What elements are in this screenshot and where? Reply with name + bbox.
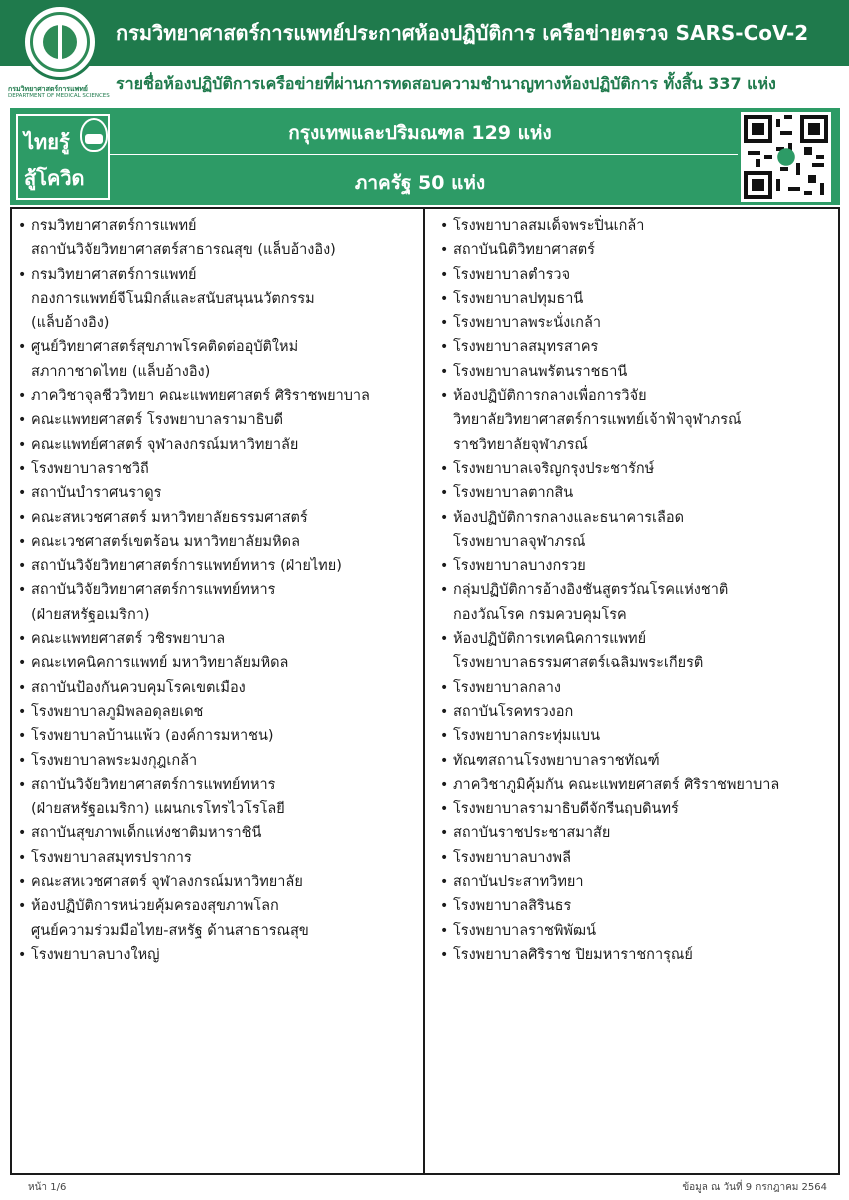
lab-name-line: ทัณฑสถานโรงพยาบาลราชทัณฑ์ [453, 752, 660, 769]
lab-list-item [440, 238, 835, 262]
bullet-icon: • [18, 582, 27, 599]
data-date: ข้อมูล ณ วันที่ 9 กรกฎาคม 2564 [682, 1182, 827, 1193]
lab-list-item [440, 263, 835, 287]
bullet-icon: • [18, 436, 27, 453]
lab-name-line: โรงพยาบาลราชพิพัฒน์ [453, 922, 596, 939]
bullet-icon: • [440, 290, 449, 307]
lab-list-item [440, 214, 835, 238]
sector-title: ภาครัฐ 50 แห่ง [354, 172, 486, 194]
lab-name-line: สถาบันสุขภาพเด็กแห่งชาติมหาราชินี [31, 825, 262, 842]
bullet-icon: • [18, 460, 27, 477]
lab-name-line: โรงพยาบาลสมุทรสาคร [453, 339, 599, 356]
lab-list-item [440, 457, 835, 481]
header-bar [0, 0, 849, 66]
right-lab-list [440, 214, 835, 967]
lab-list-item [440, 943, 835, 967]
bullet-icon: • [18, 728, 27, 745]
lab-list-item [440, 287, 835, 311]
bullet-icon: • [18, 946, 27, 963]
lab-name-line: โรงพยาบาลสิรินธร [453, 898, 572, 915]
bullet-icon: • [440, 874, 449, 891]
lab-list-item [440, 773, 835, 797]
lab-name-line: โรงพยาบาลบ้านแพ้ว (องค์การมหาชน) [31, 728, 274, 745]
lab-list-item [18, 530, 416, 554]
bullet-icon: • [18, 412, 27, 429]
lab-name-line: ราชวิทยาลัยจุฬาภรณ์ [453, 436, 588, 453]
left-lab-list [18, 214, 416, 967]
lab-name-line: โรงพยาบาลจุฬาภรณ์ [453, 533, 586, 550]
lab-name-line: คณะแพทยศาสตร์ วชิรพยาบาล [31, 631, 226, 648]
lab-list-item [440, 335, 835, 359]
bullet-icon: • [18, 849, 27, 866]
lab-list-item [440, 919, 835, 943]
lab-name-line: โรงพยาบาลรามาธิบดีจักรีนฤบดินทร์ [453, 801, 679, 818]
lab-name-line: สถาบันวิจัยวิทยาศาสตร์การแพทย์ทหาร [31, 582, 276, 599]
bullet-icon: • [440, 631, 449, 648]
lab-name-line: คณะเวชศาสตร์เขตร้อน มหาวิทยาลัยมหิดล [31, 533, 300, 550]
bullet-icon: • [18, 679, 27, 696]
bullet-icon: • [18, 776, 27, 793]
lab-list-item [440, 846, 835, 870]
bullet-icon: • [440, 849, 449, 866]
dept-name-thai: กรมวิทยาศาสตร์การแพทย์ [8, 85, 88, 93]
lab-list-item [18, 749, 416, 773]
lab-list-item [440, 311, 835, 335]
lab-name-line: ห้องปฏิบัติการกลางเพื่อการวิจัย [453, 388, 647, 405]
lab-name-line: สถาบันวิจัยวิทยาศาสตร์สาธารณสุข (แล็บอ้างอิง) [31, 242, 336, 259]
lab-name-line: โรงพยาบาลพระนั่งเกล้า [453, 315, 601, 332]
lab-name-line: กรมวิทยาศาสตร์การแพทย์ [31, 218, 197, 234]
bullet-icon: • [440, 266, 449, 283]
bullet-icon: • [440, 509, 449, 526]
page-subtitle: รายชื่อห้องปฏิบัติการเครือข่ายที่ผ่านการทดสอบความชำนาญทางห้องปฏิบัติการ ทั้งสิ้น 337 แห่ง [116, 74, 776, 93]
bullet-icon: • [18, 558, 27, 575]
column-divider [423, 207, 425, 1175]
header-title: กรมวิทยาศาสตร์การแพทย์ประกาศห้องปฏิบัติการ เครือข่ายตรวจ SARS-CoV-2 [116, 21, 809, 45]
lab-list-item [18, 821, 416, 845]
lab-name-line: คณะเทคนิคการแพทย์ มหาวิทยาลัยมหิดล [31, 655, 289, 672]
bullet-icon: • [440, 485, 449, 502]
bullet-icon: • [440, 946, 449, 963]
bullet-icon: • [440, 776, 449, 793]
lab-list-item [440, 700, 835, 724]
bullet-icon: • [440, 582, 449, 599]
lab-name-line: ศูนย์ความร่วมมือไทย-สหรัฐ ด้านสาธารณสุข [31, 922, 309, 939]
banner-divider [102, 154, 738, 155]
lab-list-item [440, 894, 835, 918]
lab-list-item [18, 773, 416, 822]
lab-name-line: (แล็บอ้างอิง) [31, 315, 110, 332]
bullet-icon: • [18, 655, 27, 672]
lab-list-item [18, 846, 416, 870]
lab-name-line: ห้องปฏิบัติการหน่วยคุ้มครองสุขภาพโลก [31, 898, 279, 915]
bullet-icon: • [440, 558, 449, 575]
lab-list-item [18, 433, 416, 457]
lab-name-line: สถาบันวิจัยวิทยาศาสตร์การแพทย์ทหาร (ฝ่ายไทย) [31, 558, 342, 575]
lab-name-line: สถาบันป้องกันควบคุมโรคเขตเมือง [31, 679, 246, 696]
lab-list-item [440, 870, 835, 894]
lab-name-line: โรงพยาบาลตากสิน [453, 485, 574, 502]
lab-name-line: โรงพยาบาลสมเด็จพระปิ่นเกล้า [453, 218, 645, 234]
lab-list-item [18, 506, 416, 530]
lab-name-line: โรงพยาบาลกระทุ่มแบน [453, 728, 601, 745]
lab-list-item [18, 724, 416, 748]
lab-list-item [440, 578, 835, 627]
lab-name-line: ภาควิชาจุลชีววิทยา คณะแพทยศาสตร์ ศิริราชพยาบาล [31, 388, 370, 405]
lab-name-line: โรงพยาบาลกลาง [453, 679, 561, 696]
bullet-icon: • [440, 898, 449, 915]
lab-list-item [18, 457, 416, 481]
bullet-icon: • [18, 825, 27, 842]
lab-list-item [18, 554, 416, 578]
lab-name-line: สถาบันบำราศนราดูร [31, 485, 162, 502]
lab-list-item [18, 627, 416, 651]
page-number: หน้า 1/6 [28, 1182, 67, 1193]
bullet-icon: • [18, 485, 27, 502]
bullet-icon: • [18, 874, 27, 891]
lab-list-item [440, 481, 835, 505]
ministry-logo-icon [22, 4, 98, 80]
lab-name-line: สถาบันนิติวิทยาศาสตร์ [453, 242, 595, 259]
lab-name-line: (ฝ่ายสหรัฐอเมริกา) [31, 606, 150, 623]
bullet-icon: • [18, 388, 27, 405]
lab-list-item [440, 627, 835, 676]
lab-list-item [440, 821, 835, 845]
lab-name-line: สถาบันโรคทรวงอก [453, 703, 574, 720]
dept-name-english: DEPARTMENT OF MEDICAL SCIENCES [8, 93, 110, 99]
lab-name-line: โรงพยาบาลศิริราช ปิยมหาราชการุณย์ [453, 946, 693, 963]
lab-list-item [18, 870, 416, 894]
lab-list-item [18, 335, 416, 384]
lab-name-line: กองวัณโรค กรมควบคุมโรค [453, 606, 627, 623]
bullet-icon: • [440, 242, 449, 259]
lab-list-item [440, 749, 835, 773]
lab-list-item [440, 506, 835, 555]
lab-name-line: สถาบันราชประชาสมาสัย [453, 825, 611, 842]
lab-name-line: คณะสหเวชศาสตร์ มหาวิทยาลัยธรรมศาสตร์ [31, 509, 308, 526]
lab-list-item [440, 797, 835, 821]
lab-list-item [18, 408, 416, 432]
bullet-icon: • [440, 825, 449, 842]
lab-list-item [18, 384, 416, 408]
bullet-icon: • [18, 533, 27, 550]
bullet-icon: • [440, 388, 449, 405]
bullet-icon: • [440, 679, 449, 696]
bullet-icon: • [18, 266, 27, 283]
lab-name-line: สภากาชาดไทย (แล็บอ้างอิง) [31, 363, 211, 380]
lab-name-line: โรงพยาบาลตำรวจ [453, 266, 571, 283]
lab-name-line: ห้องปฏิบัติการเทคนิคการแพทย์ [453, 631, 647, 648]
lab-name-line: โรงพยาบาลนพรัตนราชธานี [453, 363, 628, 380]
lab-list-item [18, 481, 416, 505]
bullet-icon: • [440, 728, 449, 745]
badge-line1: ไทยรู้ [24, 130, 70, 154]
qr-code-icon[interactable] [741, 112, 831, 202]
lab-list-item [440, 554, 835, 578]
lab-name-line: โรงพยาบาลสมุทรปราการ [31, 849, 192, 866]
lab-name-line: คณะสหเวชศาสตร์ จุฬาลงกรณ์มหาวิทยาลัย [31, 874, 303, 891]
bullet-icon: • [440, 218, 449, 234]
lab-name-line: โรงพยาบาลบางใหญ่ [31, 946, 160, 963]
lab-name-line: กลุ่มปฏิบัติการอ้างอิงชันสูตรวัณโรคแห่งชาติ [453, 582, 729, 599]
bullet-icon: • [18, 752, 27, 769]
bullet-icon: • [440, 339, 449, 356]
bullet-icon: • [18, 631, 27, 648]
bullet-icon: • [18, 703, 27, 720]
lab-list-item [18, 676, 416, 700]
bullet-icon: • [18, 509, 27, 526]
lab-name-line: โรงพยาบาลราชวิถี [31, 460, 149, 477]
lab-name-line: ภาควิชาภูมิคุ้มกัน คณะแพทยศาสตร์ ศิริราชพยาบาล [453, 776, 780, 793]
lab-name-line: กรมวิทยาศาสตร์การแพทย์ [31, 266, 197, 283]
lab-list-item [18, 263, 416, 336]
bullet-icon: • [440, 703, 449, 720]
bullet-icon: • [18, 218, 27, 234]
bullet-icon: • [440, 460, 449, 477]
lab-name-line: โรงพยาบาลภูมิพลอดุลยเดช [31, 703, 204, 720]
bullet-icon: • [18, 339, 27, 356]
badge-line2: สู้โควิด [24, 166, 85, 190]
lab-list-item [18, 894, 416, 943]
lab-name-line: โรงพยาบาลบางกรวย [453, 558, 586, 575]
bullet-icon: • [440, 922, 449, 939]
lab-name-line: ศูนย์วิทยาศาสตร์สุขภาพโรคติดต่ออุบัติใหม่ [31, 339, 299, 356]
region-title: กรุงเทพและปริมณฑล 129 แห่ง [288, 122, 552, 144]
lab-name-line: สถาบันวิจัยวิทยาศาสตร์การแพทย์ทหาร [31, 776, 276, 793]
lab-name-line: (ฝ่ายสหรัฐอเมริกา) แผนกเรโทรไวโรโลยี [31, 801, 285, 818]
lab-name-line: โรงพยาบาลธรรมศาสตร์เฉลิมพระเกียรติ [453, 655, 704, 672]
lab-list-item [18, 214, 416, 263]
lab-list-item [18, 943, 416, 967]
bullet-icon: • [18, 898, 27, 915]
bullet-icon: • [440, 801, 449, 818]
lab-name-line: สถาบันประสาทวิทยา [453, 874, 584, 891]
lab-list-item [18, 578, 416, 627]
lab-name-line: วิทยาลัยวิทยาศาสตร์การแพทย์เจ้าฟ้าจุฬาภรณ์ [453, 412, 742, 429]
lab-name-line: โรงพยาบาลเจริญกรุงประชารักษ์ [453, 460, 655, 477]
lab-name-line: ห้องปฏิบัติการกลางและธนาคารเลือด [453, 509, 685, 526]
lab-name-line: กองการแพทย์จีโนมิกส์และสนับสนุนนวัตกรรม [31, 290, 315, 307]
lab-name-line: โรงพยาบาลปทุมธานี [453, 290, 584, 307]
lab-list-item [440, 724, 835, 748]
lab-name-line: คณะแพทย์ศาสตร์ จุฬาลงกรณ์มหาวิทยาลัย [31, 436, 299, 453]
lab-list-item [440, 384, 835, 457]
lab-list-item [18, 700, 416, 724]
lab-name-line: คณะแพทยศาสตร์ โรงพยาบาลรามาธิบดี [31, 412, 284, 429]
bullet-icon: • [440, 752, 449, 769]
lab-list-item [440, 360, 835, 384]
bullet-icon: • [440, 363, 449, 380]
bullet-icon: • [440, 315, 449, 332]
lab-list-item [440, 676, 835, 700]
thai-fight-covid-badge [16, 114, 110, 200]
lab-list-item [18, 651, 416, 675]
lab-name-line: โรงพยาบาลพระมงกุฎเกล้า [31, 752, 198, 769]
lab-name-line: โรงพยาบาลบางพลี [453, 849, 571, 866]
